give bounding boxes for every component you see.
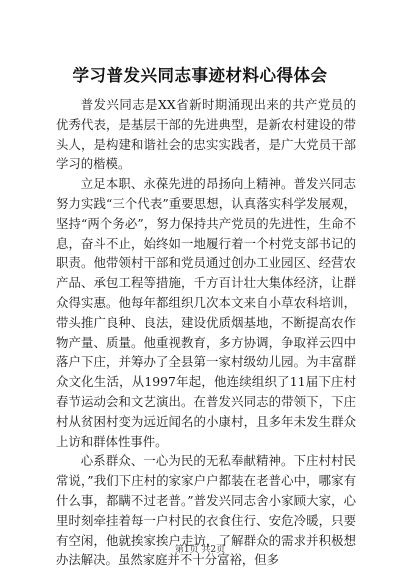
- paragraph-spirit: 立足本职、永葆先进的昂扬向上精神。普发兴同志努力实践“三个代表”重要思想，认真落实科学发展观，坚持“两个务必”，努力保持共产党员的先进性，生命不息，奋斗不止，始终如一地履行着一个村党支部书记的职责。他带领村干部和党员通过创办工业园区、经营农产品、承包工程等措施，千方百计壮大集体经济，让群众得实惠。他每年都组织几次本文来自小草农科培训，带头推广良种、良法，建设优质烟基地，不断提高农作物产量、质量。他重视教育，多方协调，争取祥云四中落户下庄，并筹办了全县第一家村级幼儿园。为丰富群众文化生活，从1997年起，他连续组织了11届下庄村春节运动会和文艺演出。在普发兴同志的带领下，下庄村从贫困村变为远近闻名的小康村，且多年未发生群众上访和群体性事件。: [56, 176, 356, 449]
- document-body: [56, 95, 356, 570]
- page-footer: 第1页 共2页: [174, 545, 226, 555]
- paragraph-intro: 普发兴同志是XX省新时期涌现出来的共产党员的优秀代表，是基层干部的先进典型，是新农村建设的带头人，是构建和谐社会的忠实实践者，是广大党员干部学习的楷模。: [56, 97, 356, 172]
- paragraph-dedication: 心系群众、一心为民的无私奉献精神。下庄村村民常说，”我们下庄村的家家户户都装在老普心中，哪家有什么事，都瞒不过老普。”普发兴同志舍小家顾大家，心里时刻牵挂着每一户村民的衣食住行、安危冷暖，只要有空闲，他就挨家挨户走访，了解群众的需求并积极想办法解决。虽然家庭并不十分富裕，但多: [56, 453, 356, 568]
- page-title: 学习普发兴同志事迹材料心得体会: [72, 66, 328, 85]
